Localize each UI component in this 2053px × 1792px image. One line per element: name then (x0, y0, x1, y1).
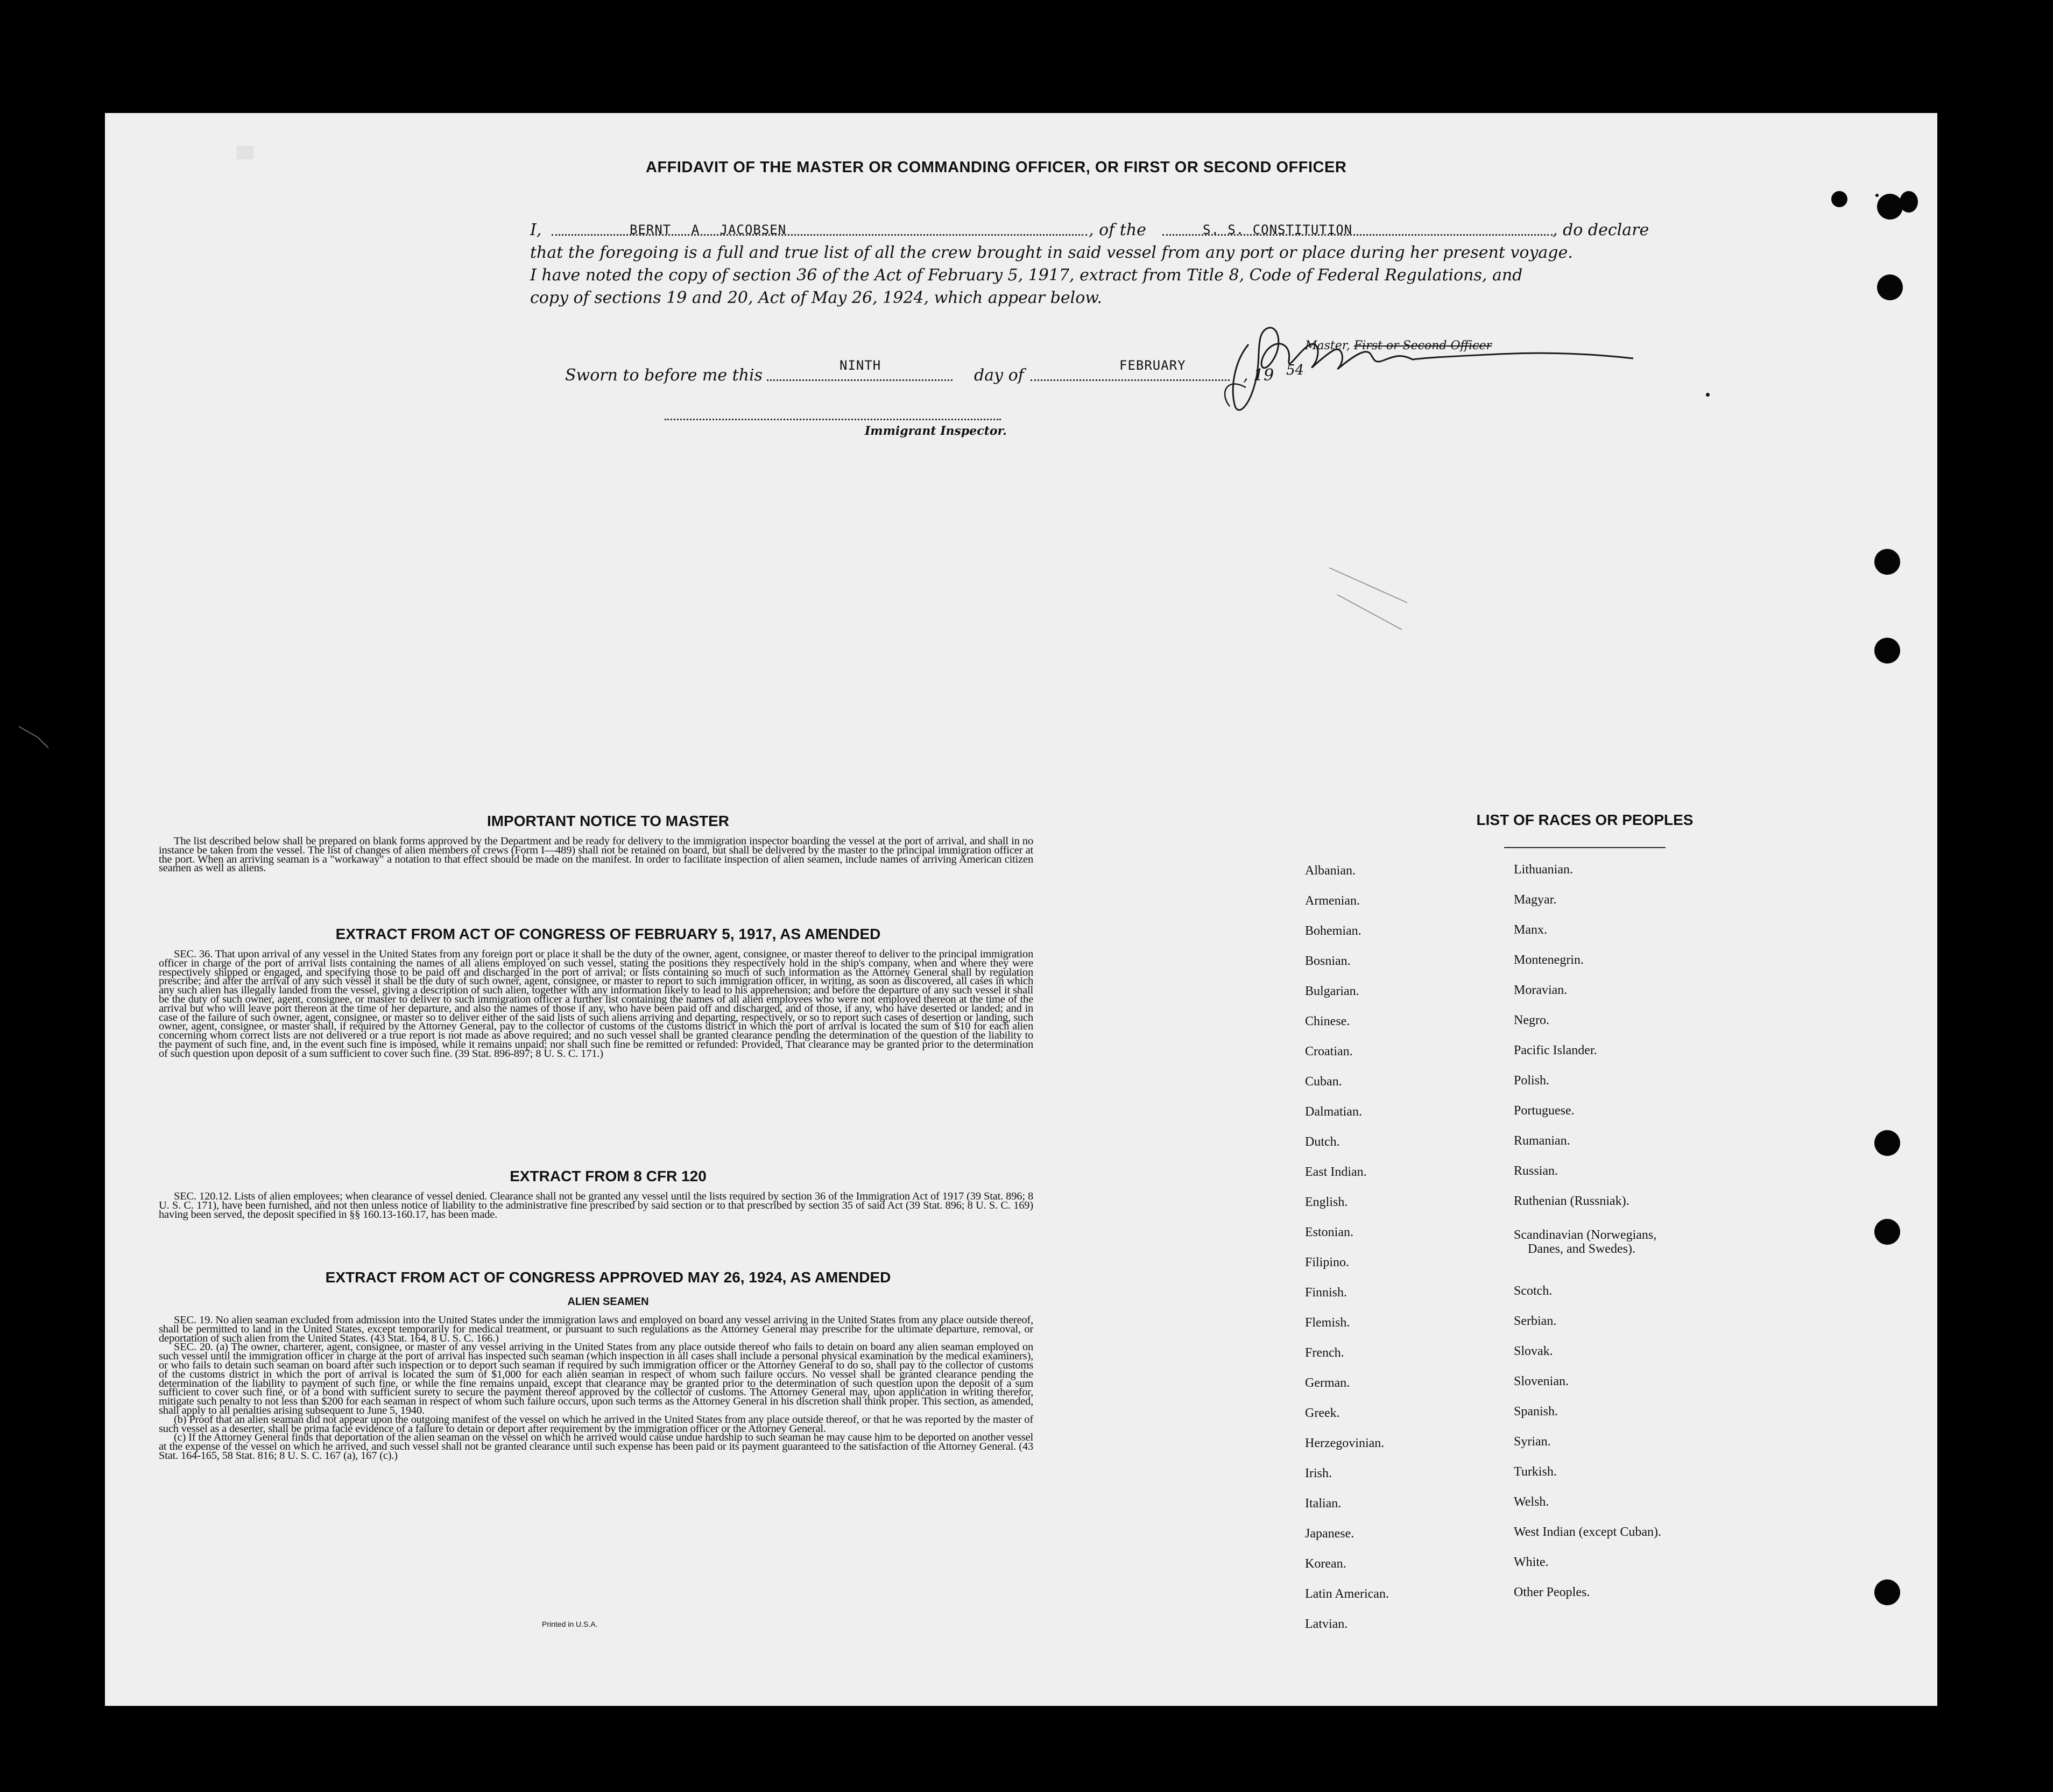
race-item: Portuguese. (1514, 1104, 1575, 1118)
binder-hole (1874, 638, 1900, 664)
race-item: Greek. (1305, 1406, 1340, 1420)
binder-hole (1874, 1130, 1900, 1156)
of-the-label: , of the (1089, 221, 1146, 239)
race-item: Pacific Islander. (1514, 1043, 1597, 1057)
race-item: French. (1305, 1346, 1344, 1360)
race-item: Latin American. (1305, 1587, 1389, 1601)
day-value: NINTH (839, 358, 881, 373)
race-item: Korean. (1305, 1557, 1346, 1571)
race-item: Moravian. (1514, 983, 1568, 997)
race-item: Scandinavian (Norwegians, (1514, 1228, 1657, 1242)
race-item: Manx. (1514, 923, 1547, 937)
race-item: Armenian. (1305, 894, 1360, 908)
day-line (767, 379, 953, 381)
cfr-title: EXTRACT FROM 8 CFR 120 (510, 1168, 707, 1184)
extract-1924-title: EXTRACT FROM ACT OF CONGRESS APPROVED MAY 26, 1924, AS AMENDED (325, 1269, 891, 1286)
race-item: Flemish. (1305, 1316, 1350, 1330)
race-item: Albanian. (1305, 864, 1356, 878)
sec-19-text: SEC. 19. No alien seaman excluded from admission into the United States under the immigration laws and employed on board any vessel arriving in the United States from any place outside thereof, shall be permitted to land in the United States, except temporarily for medical treatment, or pursuant to such regulations as the Attorney General may prescribe for the ultimate departure, removal, or deportation of such alien from the United States. (43 Stat. 164, 8 U. S. C. 166.) (159, 1314, 1033, 1344)
master-signature (1197, 312, 1714, 420)
race-item: Dutch. (1305, 1135, 1340, 1149)
binder-hole (1874, 1219, 1900, 1245)
edge-mark (16, 721, 59, 753)
race-item: Ruthenian (Russniak). (1514, 1194, 1629, 1208)
race-item: Negro. (1514, 1013, 1549, 1027)
printed-label: Printed in U.S.A. (542, 1620, 598, 1628)
extract-1924-subtitle: ALIEN SEAMEN (567, 1296, 649, 1308)
race-item: East Indian. (1305, 1165, 1367, 1179)
binder-hole (1877, 274, 1903, 300)
inspector-signature-line (665, 419, 1001, 420)
race-item: Bosnian. (1305, 954, 1351, 968)
year-value: 54 (1286, 362, 1304, 378)
race-item: English. (1305, 1195, 1348, 1209)
race-item: Japanese. (1305, 1527, 1354, 1541)
race-item: Dalmatian. (1305, 1105, 1362, 1119)
struck-officer-label: First or Second Officer (1353, 339, 1492, 352)
cfr-text: SEC. 120.12. Lists of alien employees; when clearance of vessel denied. Clearance shall not be granted any vessel until the lists required by section 36 of the Immigration Act of 1917 (39 Stat. 896; 8 U. S. C. 171), have been furnished, and not then unless notice of liability to the administrative fine prescribed by said section or to that prescribed by section 35 of said Act (39 Stat. 896; 8 U. S. C. 169) having been served, the deposit specified in §§ 160.13-160.17, has been made. (159, 1190, 1033, 1220)
race-item: Slovenian. (1514, 1374, 1569, 1388)
races-title-rule (1504, 847, 1666, 848)
binder-hole (1831, 191, 1847, 207)
affidavit-line-3: I have noted the copy of section 36 of the Act of February 5, 1917, extract from Title 8, Code of Federal Regulations, and (530, 266, 1523, 285)
year-prefix: , 19 (1243, 366, 1274, 385)
race-item: Irish. (1305, 1466, 1332, 1480)
notice-text: The list described below shall be prepared on blank forms approved by the Department and be ready for delivery to the immigration inspector boarding the vessel at the port of arrival, and shall in no instance be taken from the vessel. The list of changes of alien members of crews (Form I—489) shall not be retained on board, but shall be delivered by the master to the principal immigration officer at the port. When an arriving seaman is a "workaway" a notation to that effect should be made on the manifest. In order to facilitate inspection of alien seamen, include names of arriving American citizen seamen as well as aliens. (159, 835, 1033, 874)
race-item: Slovak. (1514, 1344, 1553, 1358)
sworn-label: Sworn to before me this (565, 366, 763, 385)
race-item: Italian. (1305, 1497, 1342, 1511)
extract-1917-text: SEC. 36. That upon arrival of any vessel in the United States from any foreign port or place it shall be the duty of the owner, agent, consignee, or master thereof to deliver to the principal immigration officer in charge of the port of arrival lists containing the names of all aliens employed on such vessel, stating the positions they respectively hold in the ship's company, when and where they were respectively shipped or engaged, and specifying those to be paid off and discharged in the port of arrival; or lists containing so much of such information as the Attorney General shall by regulation prescribe; and after the arrival of any such vessel it shall be the duty of such owner, agent, consignee, or master to report to such immigration officer, in writing, as soon as discovered, all cases in which any such alien has illegally landed from the vessel, giving a description of such alien, together with any information likely to lead to his apprehension; and before the departure of any such vessel it shall be the duty of such owner, agent, consignee, or master to deliver to such immigration officer a further list containing the names of all alien employees who were not employed thereon at the time of the arrival but who will leave port thereon at the time of her departure, and also the names of those if any, who have been paid off and discharged, and of those, if any, who have deserted or landed; and in case of the failure of such owner, agent, consignee, or master so to deliver either of the said lists of such aliens arriving and departing, respectively, or so to report such cases of desertion or landing, such owner, agent, consignee, or master shall, if required by the Attorney General, pay to the collector of customs of the customs district in which the port of arrival is located the sum of $10 for each alien concerning whom correct lists are not delivered or a true report is not made as above required; and no such vessel shall be granted clearance pending the determination of the question of the liability to the payment of such fine, and, in the event such fine is imposed, while it remains unpaid; nor shall such fine be remitted or refunded: Provided, That clearance may be granted prior to the determination of such question upon deposit of a sum sufficient to cover such fine. (39 Stat. 896-897; 8 U. S. C. 171.) (159, 948, 1033, 1060)
binder-hole (1875, 194, 1879, 197)
master-name-value: BERNT A JACOBSEN (630, 222, 787, 237)
race-item: Bohemian. (1305, 924, 1361, 938)
race-item: Syrian. (1514, 1435, 1551, 1449)
race-item: Rumanian. (1514, 1134, 1570, 1148)
affidavit-title: AFFIDAVIT OF THE MASTER OR COMMANDING OFFICER, OR FIRST OR SECOND OFFICER (646, 159, 1347, 176)
race-item: Finnish. (1305, 1286, 1347, 1300)
race-item: Russian. (1514, 1164, 1558, 1178)
race-item: White. (1514, 1555, 1549, 1569)
race-item: German. (1305, 1376, 1350, 1390)
month-line (1031, 379, 1230, 381)
race-item: Latvian. (1305, 1617, 1348, 1631)
races-title: LIST OF RACES OR PEOPLES (1476, 812, 1694, 828)
affidavit-line-2: that the foregoing is a full and true list of all the crew brought in said vessel from any port or place during her present voyage. (530, 243, 1573, 262)
race-item: Magyar. (1514, 893, 1557, 907)
i-label: I, (530, 221, 542, 239)
master-label: Master, (1305, 339, 1350, 352)
race-item: Welsh. (1514, 1495, 1549, 1509)
race-item: Croatian. (1305, 1045, 1353, 1059)
notice-title: IMPORTANT NOTICE TO MASTER (486, 813, 730, 829)
binder-hole (1877, 194, 1903, 220)
pencil-mark (1327, 565, 1434, 640)
race-item: Bulgarian. (1305, 984, 1359, 998)
sec-20b-text: (b) Proof that an alien seaman did not appear upon the outgoing manifest of the vessel on which he arrived in the United States from any place outside thereof, or that he was reported by the master of such vessel as a deserter, shall be prima facie evidence of a failure to detain or deport after requirement by the immigration officer or the Attorney General. (159, 1413, 1033, 1435)
sec-20a-text: SEC. 20. (a) The owner, charterer, agent, consignee, or master of any vessel arriving in the United States from any place outside thereof who fails to detain on board any alien seaman employed on such vessel until the immigration officer in charge at the port of arrival has inspected such seaman (which inspection in all cases shall include a personal physical examination by the medical examiners), or who fails to detain such seaman on board after such inspection or to deport such seaman if required by such immigration officer or the Attorney General to do so, shall pay to the collector of customs of the customs district in which the port of arrival is located the sum of $1,000 for each alien seaman in respect of whom such failure occurs. No vessel shall be granted clearance pending the determination of the liability to payment of such fine, or while the fine remains unpaid, except that clearance may be granted prior to the determination of such question upon the deposit of a sum sufficient to cover such fine, or of a bond with sufficient surety to secure the payment thereof approved by the collector of customs. The Attorney General may, upon application in writing therefor, mitigate such penalty to not less than $200 for each seaman in respect of whom such failure occurs, upon such terms as the Attorney General in his discretion shall think proper. This section, as amended, shall apply to all penalties arising subsequent to June 5, 1940. (159, 1341, 1033, 1416)
race-item: Spanish. (1514, 1405, 1558, 1419)
sec-20c-text: (c) If the Attorney General finds that deportation of the alien seaman on the vessel on which he arrived would cause undue hardship to such seaman he may cause him to be deported on another vessel at the expense of the vessel on which he arrived, and such vessel shall not be granted clearance until such expense has been paid or its payment guaranteed to the satisfaction of the Attorney General. (43 Stat. 164-165, 58 Stat. 816; 8 U. S. C. 167 (a), 167 (c).) (159, 1431, 1033, 1462)
binder-hole (1874, 549, 1900, 575)
race-item: Serbian. (1514, 1314, 1557, 1328)
race-item: Chinese. (1305, 1014, 1350, 1028)
race-item: Lithuanian. (1514, 863, 1573, 877)
race-item: Cuban. (1305, 1075, 1342, 1089)
inspector-label: Immigrant Inspector. (865, 424, 1007, 438)
month-value: FEBRUARY (1119, 358, 1186, 373)
race-item: Danes, and Swedes). (1528, 1242, 1635, 1256)
race-item: Scotch. (1514, 1284, 1553, 1298)
race-item: Filipino. (1305, 1255, 1350, 1269)
day-of-label: day of (974, 366, 1024, 385)
faint-stamp: ▒▒ (237, 145, 254, 159)
race-item: Herzegovinian. (1305, 1436, 1385, 1450)
document-page (105, 113, 1937, 1706)
affidavit-line-4: copy of sections 19 and 20, Act of May 26, 1924, which appear below. (530, 288, 1102, 307)
declare-label: , do declare (1553, 221, 1649, 239)
binder-hole (1874, 1579, 1900, 1605)
extract-1917-title: EXTRACT FROM ACT OF CONGRESS OF FEBRUARY 5, 1917, AS AMENDED (335, 926, 881, 942)
race-item: Estonian. (1305, 1225, 1353, 1239)
race-item: Montenegrin. (1514, 953, 1584, 967)
race-item: West Indian (except Cuban). (1514, 1525, 1661, 1539)
vessel-name-value: S. S. CONSTITUTION (1203, 222, 1353, 237)
race-item: Other Peoples. (1514, 1585, 1590, 1599)
race-item: Polish. (1514, 1074, 1550, 1088)
race-item: Turkish. (1514, 1465, 1557, 1479)
